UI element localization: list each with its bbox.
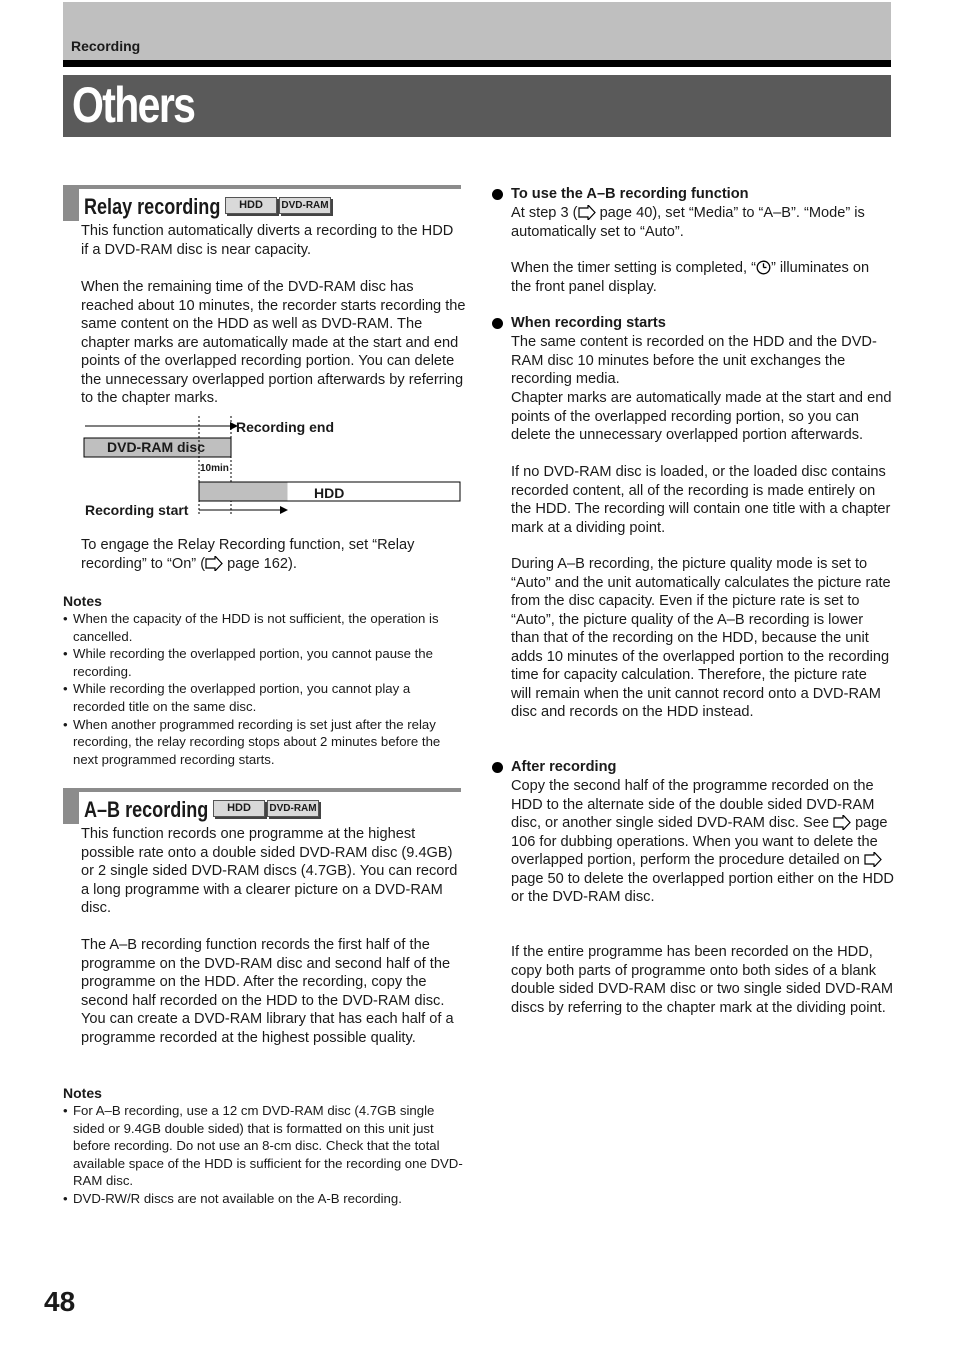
page-reference-icon [205,556,223,571]
relay-heading: Relay recording [84,194,221,219]
after-recording-paragraph-1: Copy the second half of the programme recorded on the HDD to the alternate side of the double sided DVD-RAM disc, or another single sided DVD-RAM disc. See page 106 for dubbing operations. When you want to delete the overlapped portion, perform the procedure detailed on page 50 to delete the overlapped portion either on the HDD or the DVD-RAM disc. [511,778,894,905]
ab-heading: A–B recording [84,797,209,822]
when-starts-heading: When recording starts [511,315,666,331]
recording-start-label: Recording start [85,502,189,518]
dvdram-badge: DVD-RAM [279,197,331,214]
relay-paragraph-1: This function automatically diverts a recording to the HDD if a DVD-RAM disc is near capacity. [81,223,454,258]
ab-notes-list [63,1102,463,1208]
page-title: Others [72,77,195,133]
section-label: Recording [71,38,141,54]
relay-paragraph-2: When the remaining time of the DVD-RAM disc has reached about 10 minutes, the recorder starts recording the same content on the HDD as well as DVD-RAM. The chapter marks are automatically made at the start and end points of the overlapped recording portion. You can delete the unnecessary overlapped portion afterwards by referring to the chapter marks. [81,279,466,406]
list-item: • While recording the overlapped portion, you cannot play a recorded title on the same disc. [63,680,463,715]
use-ab-heading: To use the A–B recording function [511,186,749,202]
when-starts-paragraph-2: Chapter marks are automatically made at the start and end points of the overlapped recording portion, so you can delete the unnecessary overlapped portion afterwards. [511,390,892,443]
hdd-overlap-fill [200,483,288,501]
when-starts-paragraph-4: During A–B recording, the picture quality mode is set to “Auto” and the unit automatically calculates the picture rate from the disc capacity. Even if the picture rate is set to “Auto”, the picture quality of the A–B recording is lower than that of the recording on the HDD, because the unit adds 10 minutes of the overlapped portion to the recording time for capacity calculation. Therefore, the picture rate will remain when the unit cannot record onto a DVD-RAM disc and records on the HDD instead. [511,556,891,720]
ab-heading-bar [63,788,461,824]
relay-notes-heading: Notes [63,593,102,609]
recording-end-label: Recording end [236,419,335,435]
ab-paragraph-2: The A–B recording function records the first half of the programme on the DVD-RAM disc and second half of the programme on the HDD. After the recording, copy the second half recorded on the HDD to the DVD-RAM disc. You can create a DVD-RAM library that has each half of a programme recorded at the highest possible quality. [81,937,454,1046]
hdd-badge: HDD [213,800,265,817]
relay-paragraph-3: To engage the Relay Recording function, set “Relay recording” to “On” ( page 162). [81,537,415,572]
ab-paragraph-1: This function records one programme at the highest possible rate onto a double sided DVD-RAM disc (9.4GB) or 2 single sided DVD-RAM discs (4.7GB). You can record a long programme with a clearer picture on a DVD-RAM disc. [81,826,458,916]
hdd-badge: HDD [225,197,277,214]
page-reference-icon [864,852,882,867]
list-item: • For A–B recording, use a 12 cm DVD-RAM disc (4.7GB single sided or 9.4GB double sided) that is formatted on this unit just before recording. Do not use an 8-cm disc. Check that the total available space of the HDD is sufficient for the recording one DVD-RAM disc. [63,1102,463,1190]
use-ab-paragraph-2: When the timer setting is completed, “ ” illuminates on the front panel display. [511,260,870,295]
bullet-dot [492,189,503,200]
header-band [63,2,891,60]
header-rule [63,60,891,67]
relay-heading-bar [63,185,461,221]
bullet-dot [492,762,503,773]
list-item: • While recording the overlapped portion, you cannot pause the recording. [63,645,463,680]
when-starts-paragraph-1: The same content is recorded on the HDD and the DVD-RAM disc 10 minutes before the unit exchanges the recording media. [511,334,877,387]
ten-min-label: 10min [200,463,229,474]
heading-marker [63,189,79,221]
clock-icon [756,260,771,275]
relay-notes-list [63,610,463,768]
after-recording-paragraph-2: If the entire programme has been recorded on the HDD, copy both parts of programme onto both sides of a blank double sided DVD-RAM disc or two single sided DVD-RAM discs by referring to the chapter mark at the dividing point. [511,944,894,1016]
list-item: • DVD-RW/R discs are not available on the A-B recording. [63,1190,463,1208]
list-item: • When the capacity of the HDD is not sufficient, the operation is cancelled. [63,610,463,645]
ab-notes-heading: Notes [63,1085,102,1101]
bullet-dot [492,318,503,329]
heading-marker [63,792,79,824]
dvdram-badge: DVD-RAM [267,800,319,817]
page-number: 48 [44,1286,76,1317]
page-reference-icon [578,205,596,220]
dvdram-bar-label: DVD-RAM disc [107,439,206,455]
use-ab-paragraph-1: At step 3 ( page 40), set “Media” to “A–B”. “Mode” is automatically set to “Auto”. [511,205,865,240]
when-starts-paragraph-3: If no DVD-RAM disc is loaded, or the loaded disc contains recorded content, all of the recording is made entirely on the HDD. The recording will contain one title with a chapter mark at a dividing point. [511,464,891,536]
start-arrow-head [280,506,288,514]
after-recording-heading: After recording [511,759,617,775]
page-reference-icon [833,815,851,830]
hdd-bar-label: HDD [314,485,345,501]
list-item: • When another programmed recording is set just after the relay recording, the relay recording stops about 2 minutes before the next programmed recording starts. [63,716,463,769]
